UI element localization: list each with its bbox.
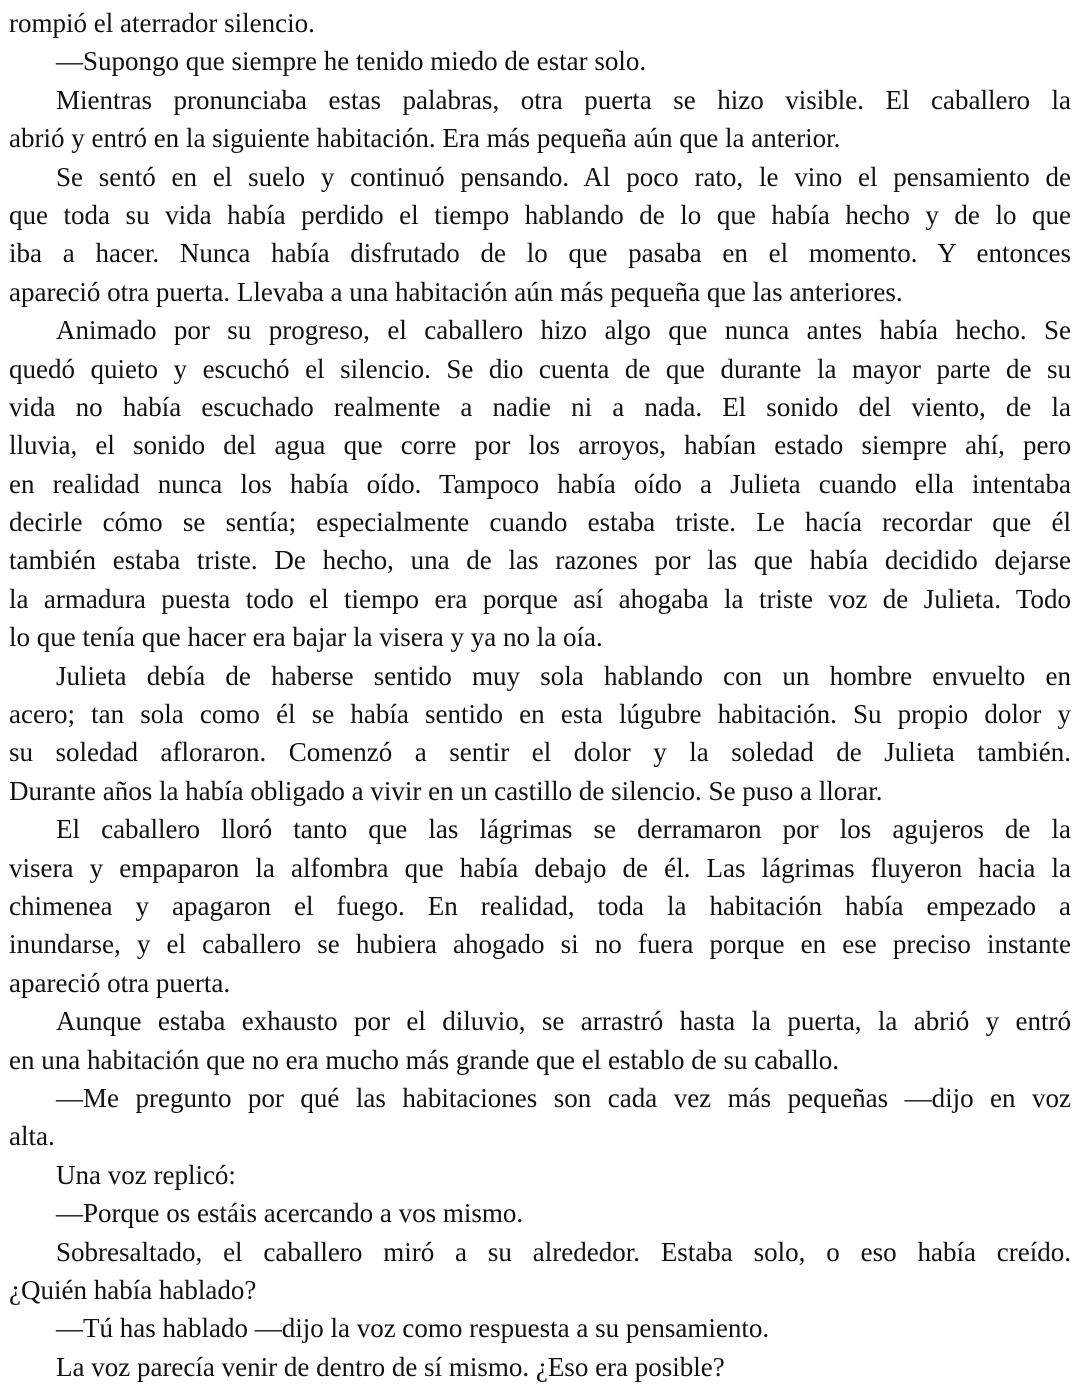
text-line: Mientras pronunciaba estas palabras, otra puerta se hizo visible. El caballero la bbox=[56, 84, 1071, 115]
document-page bbox=[9, 4, 1071, 1386]
text-line: —Supongo que siempre he tenido miedo de estar solo. bbox=[56, 46, 647, 77]
text-line: ¿Quién había hablado? bbox=[9, 1274, 257, 1305]
text-line: también estaba triste. De hecho, una de las razones por las que había decidido dejarse bbox=[9, 545, 1071, 576]
paragraph bbox=[9, 1079, 1071, 1156]
paragraph bbox=[9, 42, 1071, 80]
paragraph bbox=[9, 1233, 1071, 1310]
text-line: Una voz replicó: bbox=[56, 1159, 236, 1190]
text-line: La voz parecía venir de dentro de sí mismo. ¿Eso era posible? bbox=[56, 1351, 725, 1382]
text-line: lluvia, el sonido del agua que corre por los arroyos, habían estado siempre ahí, pero bbox=[9, 430, 1071, 461]
paragraph bbox=[9, 1156, 1071, 1194]
text-line: en una habitación que no era mucho más grande que el establo de su caballo. bbox=[9, 1044, 839, 1075]
text-line: —Tú has hablado —dijo la voz como respuesta a su pensamiento. bbox=[56, 1313, 770, 1344]
paragraph bbox=[9, 1348, 1071, 1386]
text-line: abrió y entró en la siguiente habitación. Era más pequeña aún que la anterior. bbox=[9, 123, 841, 154]
text-line: la armadura puesta todo el tiempo era porque así ahogaba la triste voz de Julieta. Todo bbox=[9, 583, 1071, 614]
text-line: visera y empaparon la alfombra que había debajo de él. Las lágrimas fluyeron hacia la bbox=[9, 852, 1071, 883]
text-line: Aunque estaba exhausto por el diluvio, se arrastró hasta la puerta, la abrió y entró bbox=[56, 1006, 1071, 1037]
text-line: Animado por su progreso, el caballero hizo algo que nunca antes había hecho. Se bbox=[56, 315, 1071, 346]
text-line: lo que tenía que hacer era bajar la visera y ya no la oía. bbox=[9, 622, 603, 653]
paragraph bbox=[9, 4, 1071, 42]
paragraph bbox=[9, 1002, 1071, 1079]
paragraph bbox=[9, 81, 1071, 158]
text-line: vida no había escuchado realmente a nadie ni a nada. El sonido del viento, de la bbox=[9, 391, 1071, 422]
text-line: su soledad afloraron. Comenzó a sentir el dolor y la soledad de Julieta también. bbox=[9, 737, 1071, 768]
text-line: acero; tan sola como él se había sentido en esta lúgubre habitación. Su propio dolor y bbox=[9, 699, 1071, 730]
paragraph bbox=[9, 1309, 1071, 1347]
text-line: Se sentó en el suelo y continuó pensando. Al poco rato, le vino el pensamiento de bbox=[56, 161, 1071, 192]
text-line: quedó quieto y escuchó el silencio. Se dio cuenta de que durante la mayor parte de su bbox=[9, 353, 1071, 384]
text-line: iba a hacer. Nunca había disfrutado de lo que pasaba en el momento. Y entonces bbox=[9, 238, 1071, 269]
text-line: El caballero lloró tanto que las lágrimas se derramaron por los agujeros de la bbox=[56, 814, 1071, 845]
text-line: Durante años la había obligado a vivir en un castillo de silencio. Se puso a llorar. bbox=[9, 775, 883, 806]
text-line: apareció otra puerta. Llevaba a una habitación aún más pequeña que las anteriores. bbox=[9, 276, 903, 307]
text-line: en realidad nunca los había oído. Tampoco había oído a Julieta cuando ella intentaba bbox=[9, 468, 1071, 499]
text-line: decirle cómo se sentía; especialmente cuando estaba triste. Le hacía recordar que él bbox=[9, 507, 1071, 538]
text-line: —Porque os estáis acercando a vos mismo. bbox=[56, 1198, 524, 1229]
text-line: alta. bbox=[9, 1121, 55, 1152]
text-line: —Me pregunto por qué las habitaciones son cada vez más pequeñas —dijo en voz bbox=[56, 1082, 1071, 1113]
paragraph bbox=[9, 1194, 1071, 1232]
paragraph bbox=[9, 657, 1071, 811]
text-line: chimenea y apagaron el fuego. En realidad, toda la habitación había empezado a bbox=[9, 890, 1071, 921]
paragraph bbox=[9, 158, 1071, 312]
paragraph bbox=[9, 810, 1071, 1002]
text-line: Julieta debía de haberse sentido muy sola hablando con un hombre envuelto en bbox=[56, 660, 1071, 691]
text-line: Sobresaltado, el caballero miró a su alrededor. Estaba solo, o eso había creído. bbox=[56, 1236, 1071, 1267]
text-line: apareció otra puerta. bbox=[9, 967, 231, 998]
paragraph bbox=[9, 311, 1071, 657]
text-line: inundarse, y el caballero se hubiera ahogado si no fuera porque en ese preciso instante bbox=[9, 929, 1071, 960]
text-line: rompió el aterrador silencio. bbox=[9, 8, 315, 38]
text-line: que toda su vida había perdido el tiempo hablando de lo que había hecho y de lo que bbox=[9, 199, 1071, 230]
